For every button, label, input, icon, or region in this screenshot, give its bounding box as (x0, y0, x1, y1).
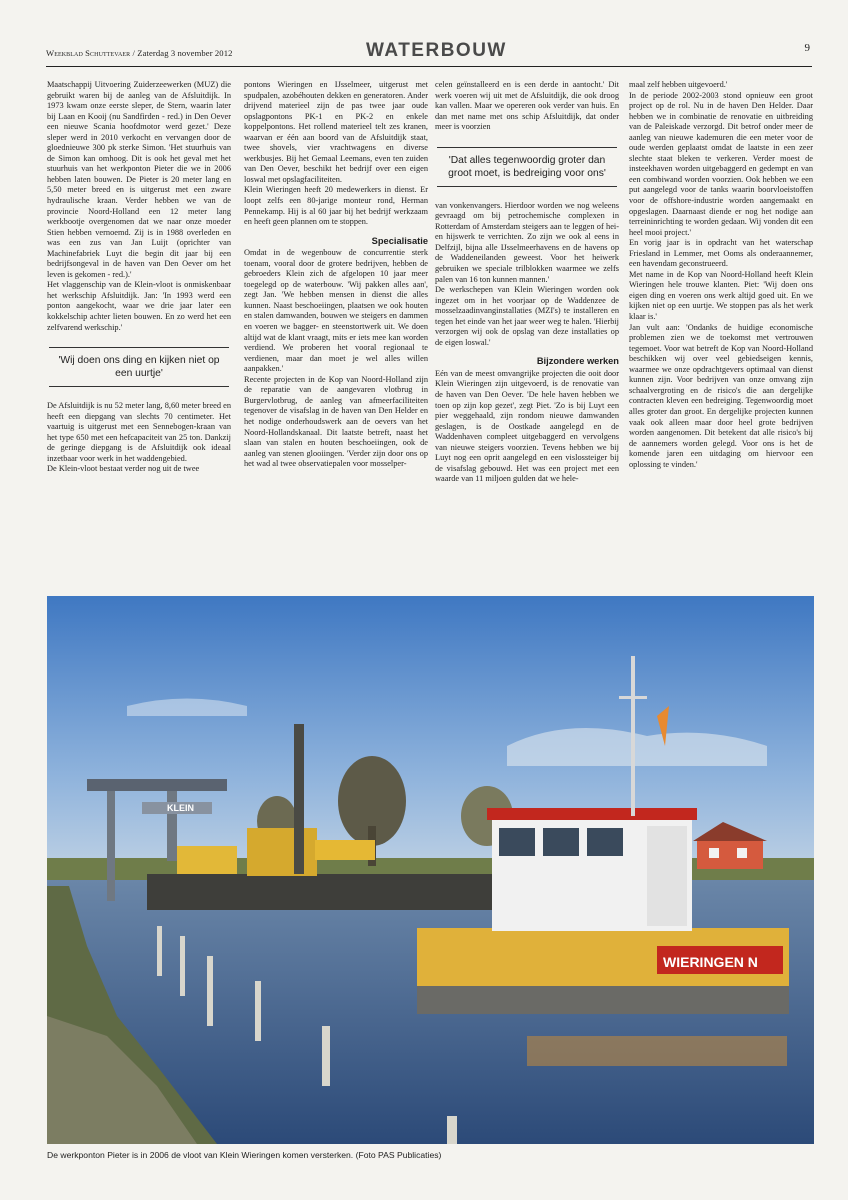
paragraph: En vorig jaar is in opdracht van het waterschap Friesland in Lemmer, met Ooms als onderaannemer, een havendam geconstrueerd. (629, 238, 813, 269)
ship-mast (631, 656, 635, 816)
article-column-2 (244, 80, 428, 470)
publication-line (46, 48, 233, 58)
paragraph: van vonkenvangers. Hierdoor worden we nog weleens gevraagd om bij petrochemische complexen in Rotterdam of Amsterdam steigers aan te leggen of hei- en hijswerk te verrichten. Zo zijn we ook al eens in Delfzijl, bijna alle IJsselmeerhavens en de havens op de Waddeneilanden geweest. Voor het heiwerk gebruiken we speciale trilblokken waarmee we zelfs palen van 16 ton kunnen mannen.' (435, 200, 619, 284)
article-column-3 (435, 80, 619, 485)
page-header (46, 40, 812, 67)
article-column-4 (629, 80, 813, 470)
pull-quote: 'Dat alles tegenwoordig groter dan groot moet, is bedreiging voor ons' (437, 147, 617, 187)
barge (147, 874, 527, 910)
paragraph: Het vlaggenschip van de Klein-vloot is onmiskenbaar het werkschip Afsluitdijk. Jan: 'In 1993 werd een ponton aangekocht, waar we drie jaar later een kokkelschip achter lieten bouwen. En zo werd het een zelfvarend werkschip.' (47, 280, 231, 332)
paragraph: pontons Wieringen en IJsselmeer, uitgerust met spudpalen, azobéhouten dekken en generatoren. Ander drijvend materieel zijn de pas twee jaar oude opslagpontons PK-1 en PK-2 en enkele koppelpontons. Het rollend materieel telt zes kranen, waarvan er één aan boord van de Afsluitdijk staat, twee shovels, vier vrachtwagens en diverse werkbusjes. Bij het Gemaal Leemans, even ten zuiden van Den Oever, beschikt het bedrijf over een eigen loswal met opslagfaciliteiten. (244, 80, 428, 184)
article-column-1 (47, 80, 231, 475)
crane-label: KLEIN (167, 803, 194, 813)
subheading-specialisatie: Specialisatie (371, 235, 428, 246)
paragraph: Maatschappij Uitvoering Zuiderzeewerken (MUZ) die gebruikt waren bij de aanleg van de Afsluitdijk. In 1973 kwam onze eerste sleper, de Stern, waarin later bij Laan en Kooij (nu Sandfirden - red.) in Den Oever een nieuwe Scania hoofdmotor werd gezet.' Deze sleper werd in 2010 verkocht en vervangen door de gloednieuwe 300 pk sterke Simon. 'Het stuurhuis van de Simon kan omhoog. Dit is ook het geval met het stuurhuis van het werkponton Pieter die we in 2006 hebben laten bouwen. De Pieter is 20 meter lang en 5,50 meter breed en is uitgerust met een zware hydraulische kraan. Verder hebben we van de provincie Noord-Holland een 12 meter lang werkbootje overgenomen dat we naar onze moeder Stien hebben vernoemd. Zij is in 1988 overleden en was een zus van Jan Luijt (oprichter van Machinefabriek Luyt die begin dit jaar bij een bedrijfsongeval in de haven van Den Oever om het leven is gekomen - red.).' (47, 80, 231, 279)
spud-pole (294, 724, 304, 874)
paragraph: Klein Wieringen heeft 20 medewerkers in dienst. Er loopt zelfs een 80-jarige monteur rond, Herman Pennekamp. Hij is al 60 jaar bij het bedrijf werkzaam en heeft geen plannen om te stoppen. (244, 185, 428, 227)
publication-name: Weekblad Schuttevaer (46, 48, 131, 58)
subheading-bijzondere-werken: Bijzondere werken (536, 356, 619, 367)
house (697, 841, 763, 869)
article-photo (47, 596, 814, 1144)
section-title: WATERBOUW (366, 40, 507, 61)
paragraph: Omdat in de wegenbouw de concurrentie sterk toenam, vooral door de grotere bedrijven, hebben de gebroeders Klein zich de afgelopen 10 jaar meer toegelegd op de waterbouw. 'Wij pakken alles aan', zegt Jan. 'We hebben mensen in dienst die alles kunnen. Naast beschoeiingen, plaatsen we ook houten en stalen damwanden, bouwen we steigers en dammen en voeren we bagger- en steenstortwerk uit. We doen altijd wat de klant vraagt, mits er iets mee kan worden verdiend. We proberen het vooral regionaal te verdienen, maar dan moet je wel alles willen aanpakken.' (244, 248, 428, 374)
paragraph: In de periode 2002-2003 stond opnieuw een groot project op de rol. Nu in de haven Den Helder. Daar hebben we in combinatie de renovatie en uitbreiding van de Paleiskade verzorgd. Dit betrof onder meer de aanleg van nieuwe kademuren die een meter voor de oude werden geplaatst omdat de laatste in een zeer slechte staat bleken te verkeren. Verder moest de insteekhaven worden uitgebaggerd en gedempt en van een combiwand worden voorzien. Ook hebben we een put aangelegd voor de tanks waarin boorvloeistoffen voor de offshore-industrie worden aangemaakt en opgeslagen. Daarnaast diende er nog het nodige aan terreininrichting te worden gedaan. Wij vonden dit een heel mooi project.' (629, 90, 813, 237)
paragraph: Jan vult aan: 'Ondanks de huidige economische problemen zien we de toekomst met vertrouwen tegemoet. Voor wat betreft de Kop van Noord-Holland beschikken wij over veel gebiedseigen kennis, waarmee we onze opdrachtgevers optimaal van dienst kunnen zijn. Voor bedrijven van onze omvang zijn schaalvergroting en de risico's die aan dergelijke contracten kleven een bedreiging. Tegenwoordig moet alles groter dan groot. En dergelijke projecten kunnen vaak ook alleen maar door heel grote bedrijven worden aangenomen. Dit betekent dat alle risico's bij de aannemers worden gelegd. Voor ons is het de komende jaren een uitdaging om hiervoor een oplossing te vinden.' (629, 322, 813, 469)
paragraph: celen geïnstalleerd en is een derde in aantocht.' Dit werk voeren wij uit met de Afsluitdijk, die ook droog kan vallen. Maar we opereren ook verder van huis. En dan met name met ons schip Afsluitdijk, dat onder meer is voorzien (435, 80, 619, 132)
paragraph: maal zelf hebben uitgevoerd.' (629, 80, 728, 89)
pull-quote: 'Wij doen ons ding en kijken niet op een uurtje' (49, 347, 229, 387)
mooring-pole (157, 926, 162, 976)
crane-arm (87, 779, 227, 791)
paragraph: De werkschepen van Klein Wieringen worden ook ingezet om in het voorjaar op de Waddenzee de mosselzaadinvanginstallaties (MZI's) te installeren en tegen het einde van het jaar weer weg te halen. 'Hierbij verzorgen wij ook de opslag van deze installaties op de eigen loswal.' (435, 285, 619, 347)
issue-date: Zaterdag 3 november 2012 (137, 48, 233, 58)
paragraph: Eén van de meest omvangrijke projecten die ooit door Klein Wieringen zijn uitgevoerd, is de renovatie van de haven van Den Oever. 'De hele haven hebben we toen op zijn kop gezet', zegt Piet. 'Zo is bij Luyt een pier weggehaald, zijn rondom nieuwe damwanden geslagen, is de Oostkade aangelegd en de Waddenhaven compleet uitgebaggerd en vervolgens van nieuwe steigers voorzien. Tevens hebben we bij Luyt nog een oprit aangelegd en een vislossteiger bij de visafslag gebouwd. Het was een project met een waarde van 11 miljoen gulden dat we hele- (435, 368, 619, 484)
photo-illustration (47, 596, 814, 1144)
paragraph: De Klein-vloot bestaat verder nog uit de twee (47, 464, 200, 474)
paragraph: De Afsluitdijk is nu 52 meter lang, 8,60 meter breed en heeft een diepgang van slechts 70 centimeter. Het vaartuig is uitgerust met een Sennebogen-kraan van het type 650 met een hefcapaciteit van 25 ton. Dankzij de geringe diepgang is de Afsluitdijk ook ideaal inzetbaar voor werk in het waddengebied. (47, 401, 231, 463)
paragraph: Met name in de Kop van Noord-Holland heeft Klein Wieringen hele trouwe klanten. Piet: 'Wij doen ons eigen ding en voeren ons werk altijd goed uit. En we kijken niet op een uurtje. We stoppen pas als het werk klaar is.' (629, 269, 813, 322)
page-number: 9 (804, 42, 810, 54)
boat-name: WIERINGEN N (663, 954, 758, 970)
photo-caption: De werkponton Pieter is in 2006 de vloot van Klein Wieringen komen versterken. (Foto PAS Publicaties) (47, 1150, 442, 1160)
paragraph: Recente projecten in de Kop van Noord-Holland zijn de reparatie van de aangevaren vlotbrug in Burgervlotbrug, de aanleg van afmeerfaciliteiten tegenover de visafslag in de haven van Den Helder en het nodige onderhoudswerk aan de oevers van het Noord-Hollandskanaal. Dit laatste betreft, naast het slaan van stalen en houten beschoeiingen, ook de aanleg van stenen glooiingen. 'Verder zijn door ons op het wad al twee observatiepalen voor mosselper- (244, 374, 428, 469)
header-separator: / (130, 48, 138, 58)
